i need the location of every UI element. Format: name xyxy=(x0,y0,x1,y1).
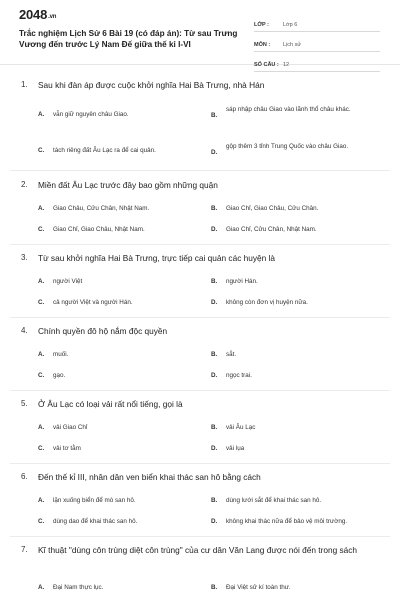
question-text: Sau khi đàn áp được cuộc khởi nghĩa Hai Bà Trưng, nhà Hán xyxy=(38,80,265,90)
option-text: Giao Chỉ, Cửu Chân, Nhật Nam. xyxy=(226,226,317,233)
option-text: cả người Việt và người Hán. xyxy=(53,299,133,306)
option-letter: D. xyxy=(211,299,218,306)
divider xyxy=(10,536,390,537)
option-letter: A. xyxy=(38,205,45,212)
divider xyxy=(10,244,390,245)
meta-subject xyxy=(254,34,380,52)
meta-subject-value: Lịch sử xyxy=(283,42,302,48)
option-text: lặn xuống biển để mò san hô. xyxy=(53,497,136,504)
option-text: Giao Chỉ, Giao Châu, Cửu Chân. xyxy=(226,205,319,212)
option-letter: C. xyxy=(38,445,45,452)
option-letter: D. xyxy=(211,445,218,452)
question-number: 3. xyxy=(21,253,28,262)
option-text: Giao Châu, Cửu Chân, Nhật Nam. xyxy=(53,205,150,212)
option-letter: B. xyxy=(211,424,218,431)
option-text: sáp nhập châu Giao vào lãnh thổ châu khác. xyxy=(226,106,351,113)
quiz-title: Trắc nghiệm Lịch Sử 6 Bài 19 (có đáp án): Từ sau Trưng Vương đến trước Lý Nam Đế giữa thế kỉ I-VI xyxy=(19,29,238,49)
option-text: ngọc trai. xyxy=(226,372,252,379)
option-text: vải Âu Lạc xyxy=(226,424,256,431)
meta-class-value: Lớp 6 xyxy=(283,22,298,28)
quiz-meta xyxy=(254,14,380,74)
option-letter: D. xyxy=(211,518,218,525)
option-text: người Việt xyxy=(53,278,83,285)
option-text: tách riêng đất Âu Lạc ra để cai quản. xyxy=(53,147,156,154)
meta-count xyxy=(254,54,380,72)
option-text: gạo. xyxy=(53,372,66,379)
option-text: dùng lưới sắt để khai thác san hô. xyxy=(226,497,322,504)
question-number: 6. xyxy=(21,472,28,481)
meta-count-value: 12 xyxy=(283,62,290,68)
option-text: Đại Việt sử kí toàn thư. xyxy=(226,584,291,591)
option-letter: B. xyxy=(211,205,218,212)
question-text: Miền đất Âu Lạc trước đây bao gồm những quận xyxy=(38,180,218,190)
option-letter: C. xyxy=(38,226,45,233)
question-text: Từ sau khởi nghĩa Hai Bà Trưng, trực tiếp cai quản các huyện là xyxy=(38,253,276,263)
option-letter: B. xyxy=(211,497,218,504)
question-text: Chính quyền đô hộ nắm độc quyền xyxy=(38,326,168,336)
option-letter: A. xyxy=(38,278,45,285)
option-letter: A. xyxy=(38,351,45,358)
question-number: 4. xyxy=(21,326,28,335)
option-text: không khai thác nữa để bảo vệ môi trường. xyxy=(226,518,348,525)
option-letter: C. xyxy=(38,372,45,379)
divider xyxy=(10,463,390,464)
option-letter: C. xyxy=(38,518,45,525)
option-text: vải Giao Chỉ xyxy=(53,424,88,431)
option-letter: A. xyxy=(38,584,45,591)
option-text: không còn đơn vị huyện nữa. xyxy=(226,299,308,306)
option-letter: B. xyxy=(211,351,218,358)
meta-count-label: SỐ CÂU : xyxy=(254,62,279,68)
quiz-header xyxy=(0,0,400,68)
question-text: Kĩ thuật "dùng côn trùng diệt côn trùng" của cư dân Văn Lang được nói đến trong sách xyxy=(38,545,358,555)
option-letter: A. xyxy=(38,111,45,118)
meta-class-label: LỚP : xyxy=(254,22,269,28)
option-text: vải lụa xyxy=(226,445,245,452)
option-text: sắt. xyxy=(226,351,237,358)
option-letter: C. xyxy=(38,147,45,154)
question-number: 7. xyxy=(21,545,28,554)
option-text: Đại Nam thực lục. xyxy=(53,584,104,591)
option-letter: B. xyxy=(211,278,218,285)
option-letter: C. xyxy=(38,299,45,306)
question-number: 5. xyxy=(21,399,28,408)
option-letter: A. xyxy=(38,497,45,504)
divider xyxy=(10,390,390,391)
question-number: 1. xyxy=(21,80,28,89)
option-text: Giao Chỉ, Giao Châu, Nhật Nam. xyxy=(53,226,145,233)
meta-class xyxy=(254,14,380,32)
option-letter: D. xyxy=(211,226,218,233)
question-text: Ở Âu Lạc có loại vải rất nổi tiếng, gọi là xyxy=(38,399,183,409)
option-text: dùng dao để khai thác san hô. xyxy=(53,518,138,525)
logo-domain: .vn xyxy=(48,14,57,20)
divider xyxy=(10,170,390,171)
option-letter: A. xyxy=(38,424,45,431)
option-text: vải tơ tằm xyxy=(53,445,81,452)
option-text: người Hán. xyxy=(226,278,258,285)
option-text: muối. xyxy=(53,351,69,358)
option-text: vẫn giữ nguyên châu Giao. xyxy=(53,111,129,118)
option-letter: B. xyxy=(211,112,218,119)
option-letter: D. xyxy=(211,372,218,379)
option-letter: B. xyxy=(211,584,218,591)
question-text: Đến thế kỉ III, nhân dân ven biển khai thác san hô bằng cách xyxy=(38,472,261,482)
option-text: gộp thêm 3 tỉnh Trung Quốc vào châu Giao. xyxy=(226,143,349,150)
question-number: 2. xyxy=(21,180,28,189)
logo-main: 2048 xyxy=(19,7,48,22)
divider xyxy=(10,317,390,318)
meta-subject-label: MÔN : xyxy=(254,42,271,48)
site-logo[interactable] xyxy=(19,7,56,22)
option-letter: D. xyxy=(211,149,218,156)
